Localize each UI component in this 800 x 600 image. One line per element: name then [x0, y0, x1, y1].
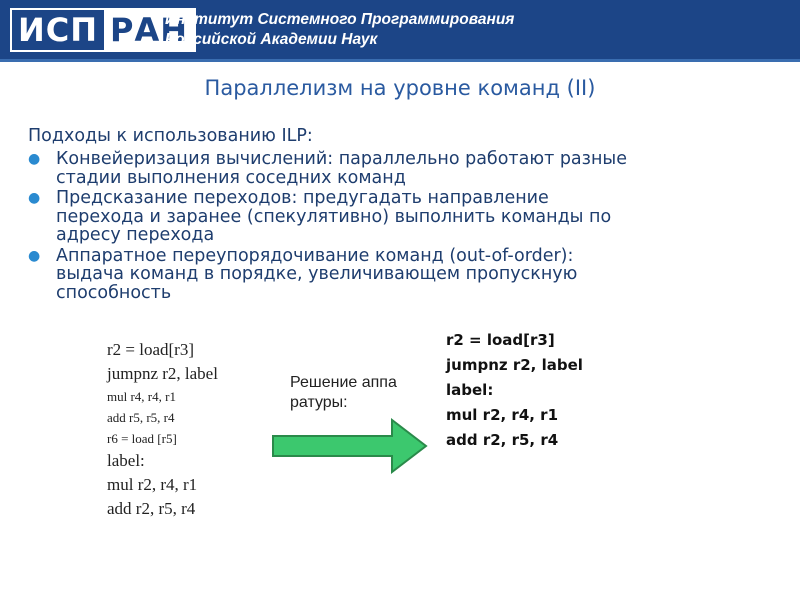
bullet-dot-icon: ●: [28, 247, 41, 264]
code-line: mul r2, r4, r1: [107, 475, 198, 494]
bullet-dot-icon: ●: [28, 190, 41, 206]
code-line: add r5, r5, r4: [107, 410, 175, 425]
bullet-dot-icon: ●: [28, 151, 41, 167]
bullet-line: перехода и заранее (спекулятивно) выполнить команды по: [56, 206, 612, 227]
institute-line-1: Институт Системного Программирования: [165, 11, 515, 28]
institute-line-2: Российской Академии Наук: [165, 31, 378, 48]
code-line: r6 = load [r5]: [107, 431, 177, 446]
bullet-item-pipelining: [28, 150, 788, 187]
header-bar: [0, 0, 800, 62]
code-line: label:: [446, 381, 494, 399]
bullet-line: Аппаратное переупорядочивание команд (out-of-order):: [56, 245, 574, 266]
logo-text-right: РАН: [104, 10, 194, 50]
code-line: add r2, r5, r4: [107, 499, 196, 518]
original-code-block: [107, 338, 218, 521]
bullet-line: стадии выполнения соседних команд: [56, 167, 406, 188]
code-line: label:: [107, 451, 145, 470]
code-line: jumpnz r2, label: [107, 364, 218, 383]
slide-intro: Подходы к использованию ILP:: [28, 126, 313, 146]
code-line: r2 = load[r3]: [107, 340, 195, 359]
bullet-list: [28, 150, 788, 304]
bullet-line: Предсказание переходов: предугадать направление: [56, 188, 549, 208]
slide-title: Параллелизм на уровне команд (II): [204, 76, 596, 100]
code-line: jumpnz r2, label: [446, 356, 583, 374]
bullet-item-branch-prediction: [28, 189, 788, 245]
logo-text-left: ИСП: [18, 11, 99, 49]
code-line: mul r4, r4, r1: [107, 389, 176, 404]
bullet-line: выдача команд в порядке, увеличивающем пропускную: [56, 264, 578, 284]
code-line: r2 = load[r3]: [446, 331, 555, 349]
bullet-line: Конвейеризация вычислений: параллельно работают разные: [56, 149, 627, 169]
hardware-solution-label: Решение аппаратуры:: [290, 374, 397, 411]
right-arrow-icon: [272, 418, 428, 474]
code-line: mul r2, r4, r1: [446, 406, 559, 424]
code-line: add r2, r5, r4: [446, 431, 559, 449]
institute-name: [165, 10, 514, 50]
bullet-line: способность: [56, 282, 172, 303]
reordered-code-block: [446, 328, 583, 453]
bullet-item-out-of-order: [28, 247, 788, 303]
bullet-line: адресу перехода: [56, 225, 215, 245]
